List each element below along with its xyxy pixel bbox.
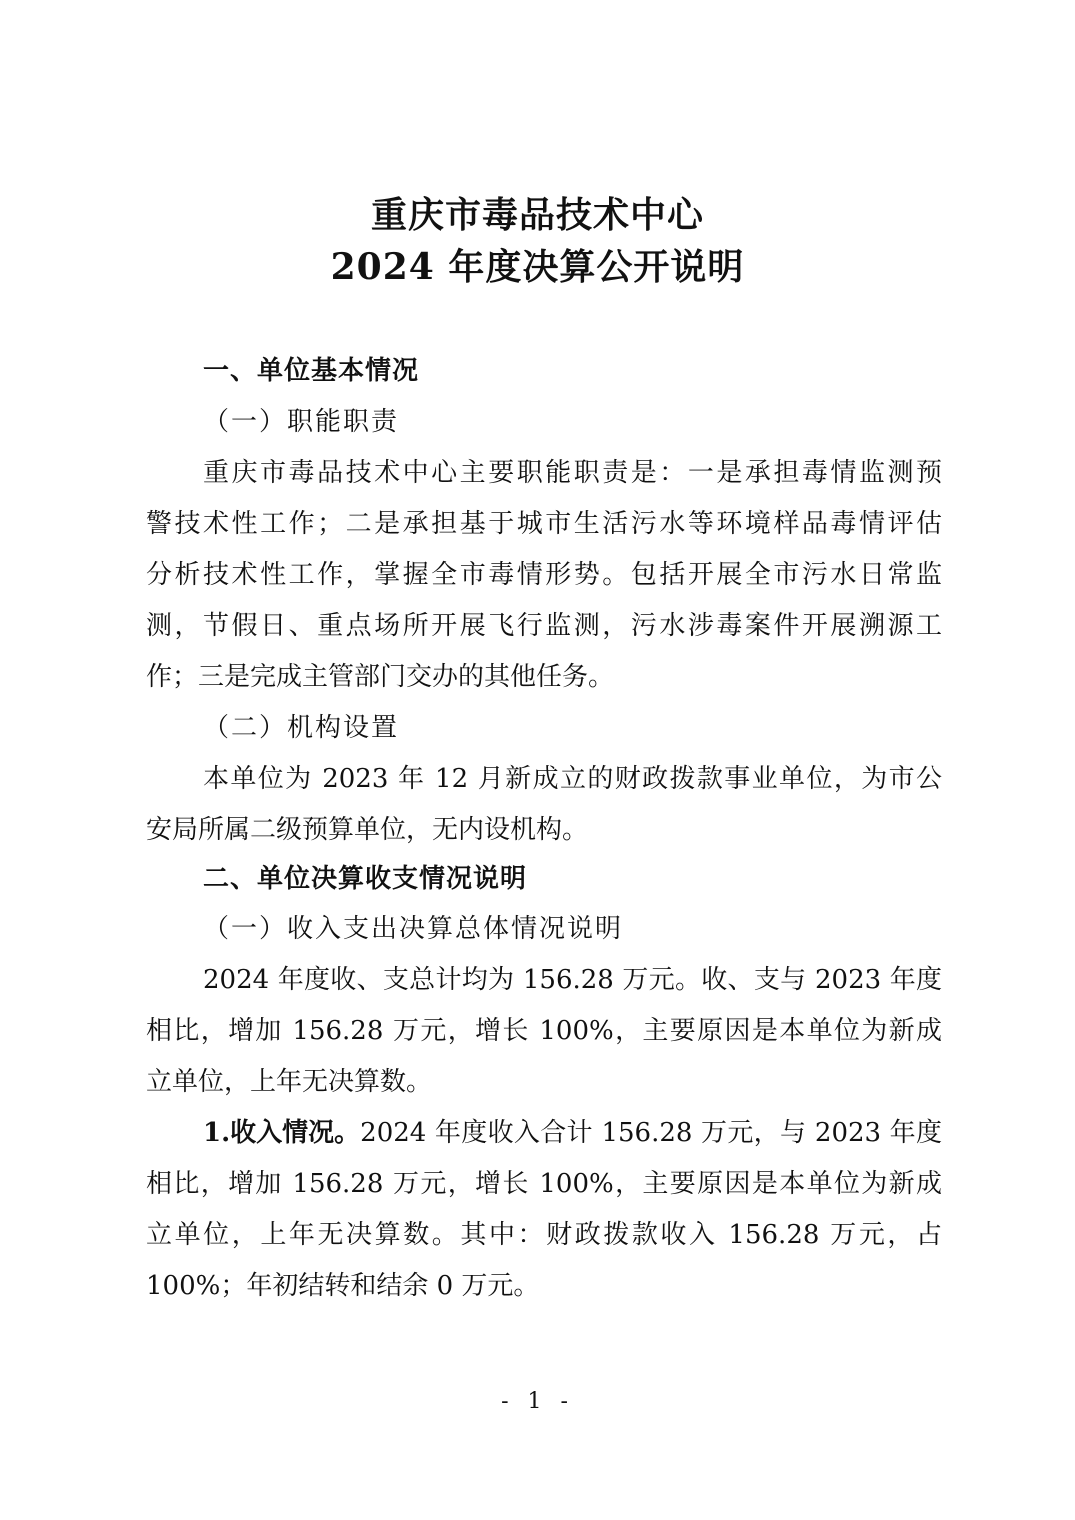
paragraph-line: 本单位为 2023 年 12 月新成立的财政拨款事业单位，为市公 xyxy=(203,764,942,794)
paragraph-line: 警技术性工作；二是承担基于城市生活污水等环境样品毒情评估 xyxy=(146,509,942,539)
section1-heading: 一、单位基本情况 xyxy=(203,356,420,386)
paragraph-line: 2024 年度收、支总计均为 156.28 万元。收、支与 2023 年度 xyxy=(203,965,942,995)
section2-heading: 二、单位决算收支情况说明 xyxy=(203,864,528,894)
paragraph-line: 相比，增加 156.28 万元，增长 100%，主要原因是本单位为新成 xyxy=(146,1016,942,1046)
paragraph-line: 作；三是完成主管部门交办的其他任务。 xyxy=(146,662,615,692)
paragraph-line: 分析技术性工作，掌握全市毒情形势。包括开展全市污水日常监 xyxy=(146,560,942,590)
paragraph-line: 相比，增加 156.28 万元，增长 100%，主要原因是本单位为新成 xyxy=(146,1169,942,1199)
document-title-line2: 2024 年度决算公开说明 xyxy=(330,246,745,288)
section1-sub1-heading: （一）职能职责 xyxy=(203,407,400,437)
paragraph-line: 测，节假日、重点场所开展飞行监测，污水涉毒案件开展溯源工 xyxy=(146,611,942,641)
paragraph-line: 立单位，上年无决算数。其中：财政拨款收入 156.28 万元，占 xyxy=(146,1220,942,1250)
income-first-line-text: 2024 年度收入合计 156.28 万元，与 2023 年度 xyxy=(360,1118,942,1148)
income-paragraph-first-line xyxy=(203,1116,942,1150)
section1-sub2-heading: （二）机构设置 xyxy=(203,713,400,743)
page-number: - 1 - xyxy=(501,1389,574,1414)
paragraph-line: 重庆市毒品技术中心主要职能职责是：一是承担毒情监测预 xyxy=(203,458,942,488)
paragraph-line: 100%；年初结转和结余 0 万元。 xyxy=(146,1271,540,1301)
document-title-line1: 重庆市毒品技术中心 xyxy=(370,194,704,236)
income-lead: 1.收入情况。 xyxy=(203,1118,361,1148)
paragraph-line: 立单位，上年无决算数。 xyxy=(146,1067,433,1097)
section2-sub1-heading: （一）收入支出决算总体情况说明 xyxy=(203,914,624,944)
paragraph-line: 安局所属二级预算单位，无内设机构。 xyxy=(146,815,589,845)
